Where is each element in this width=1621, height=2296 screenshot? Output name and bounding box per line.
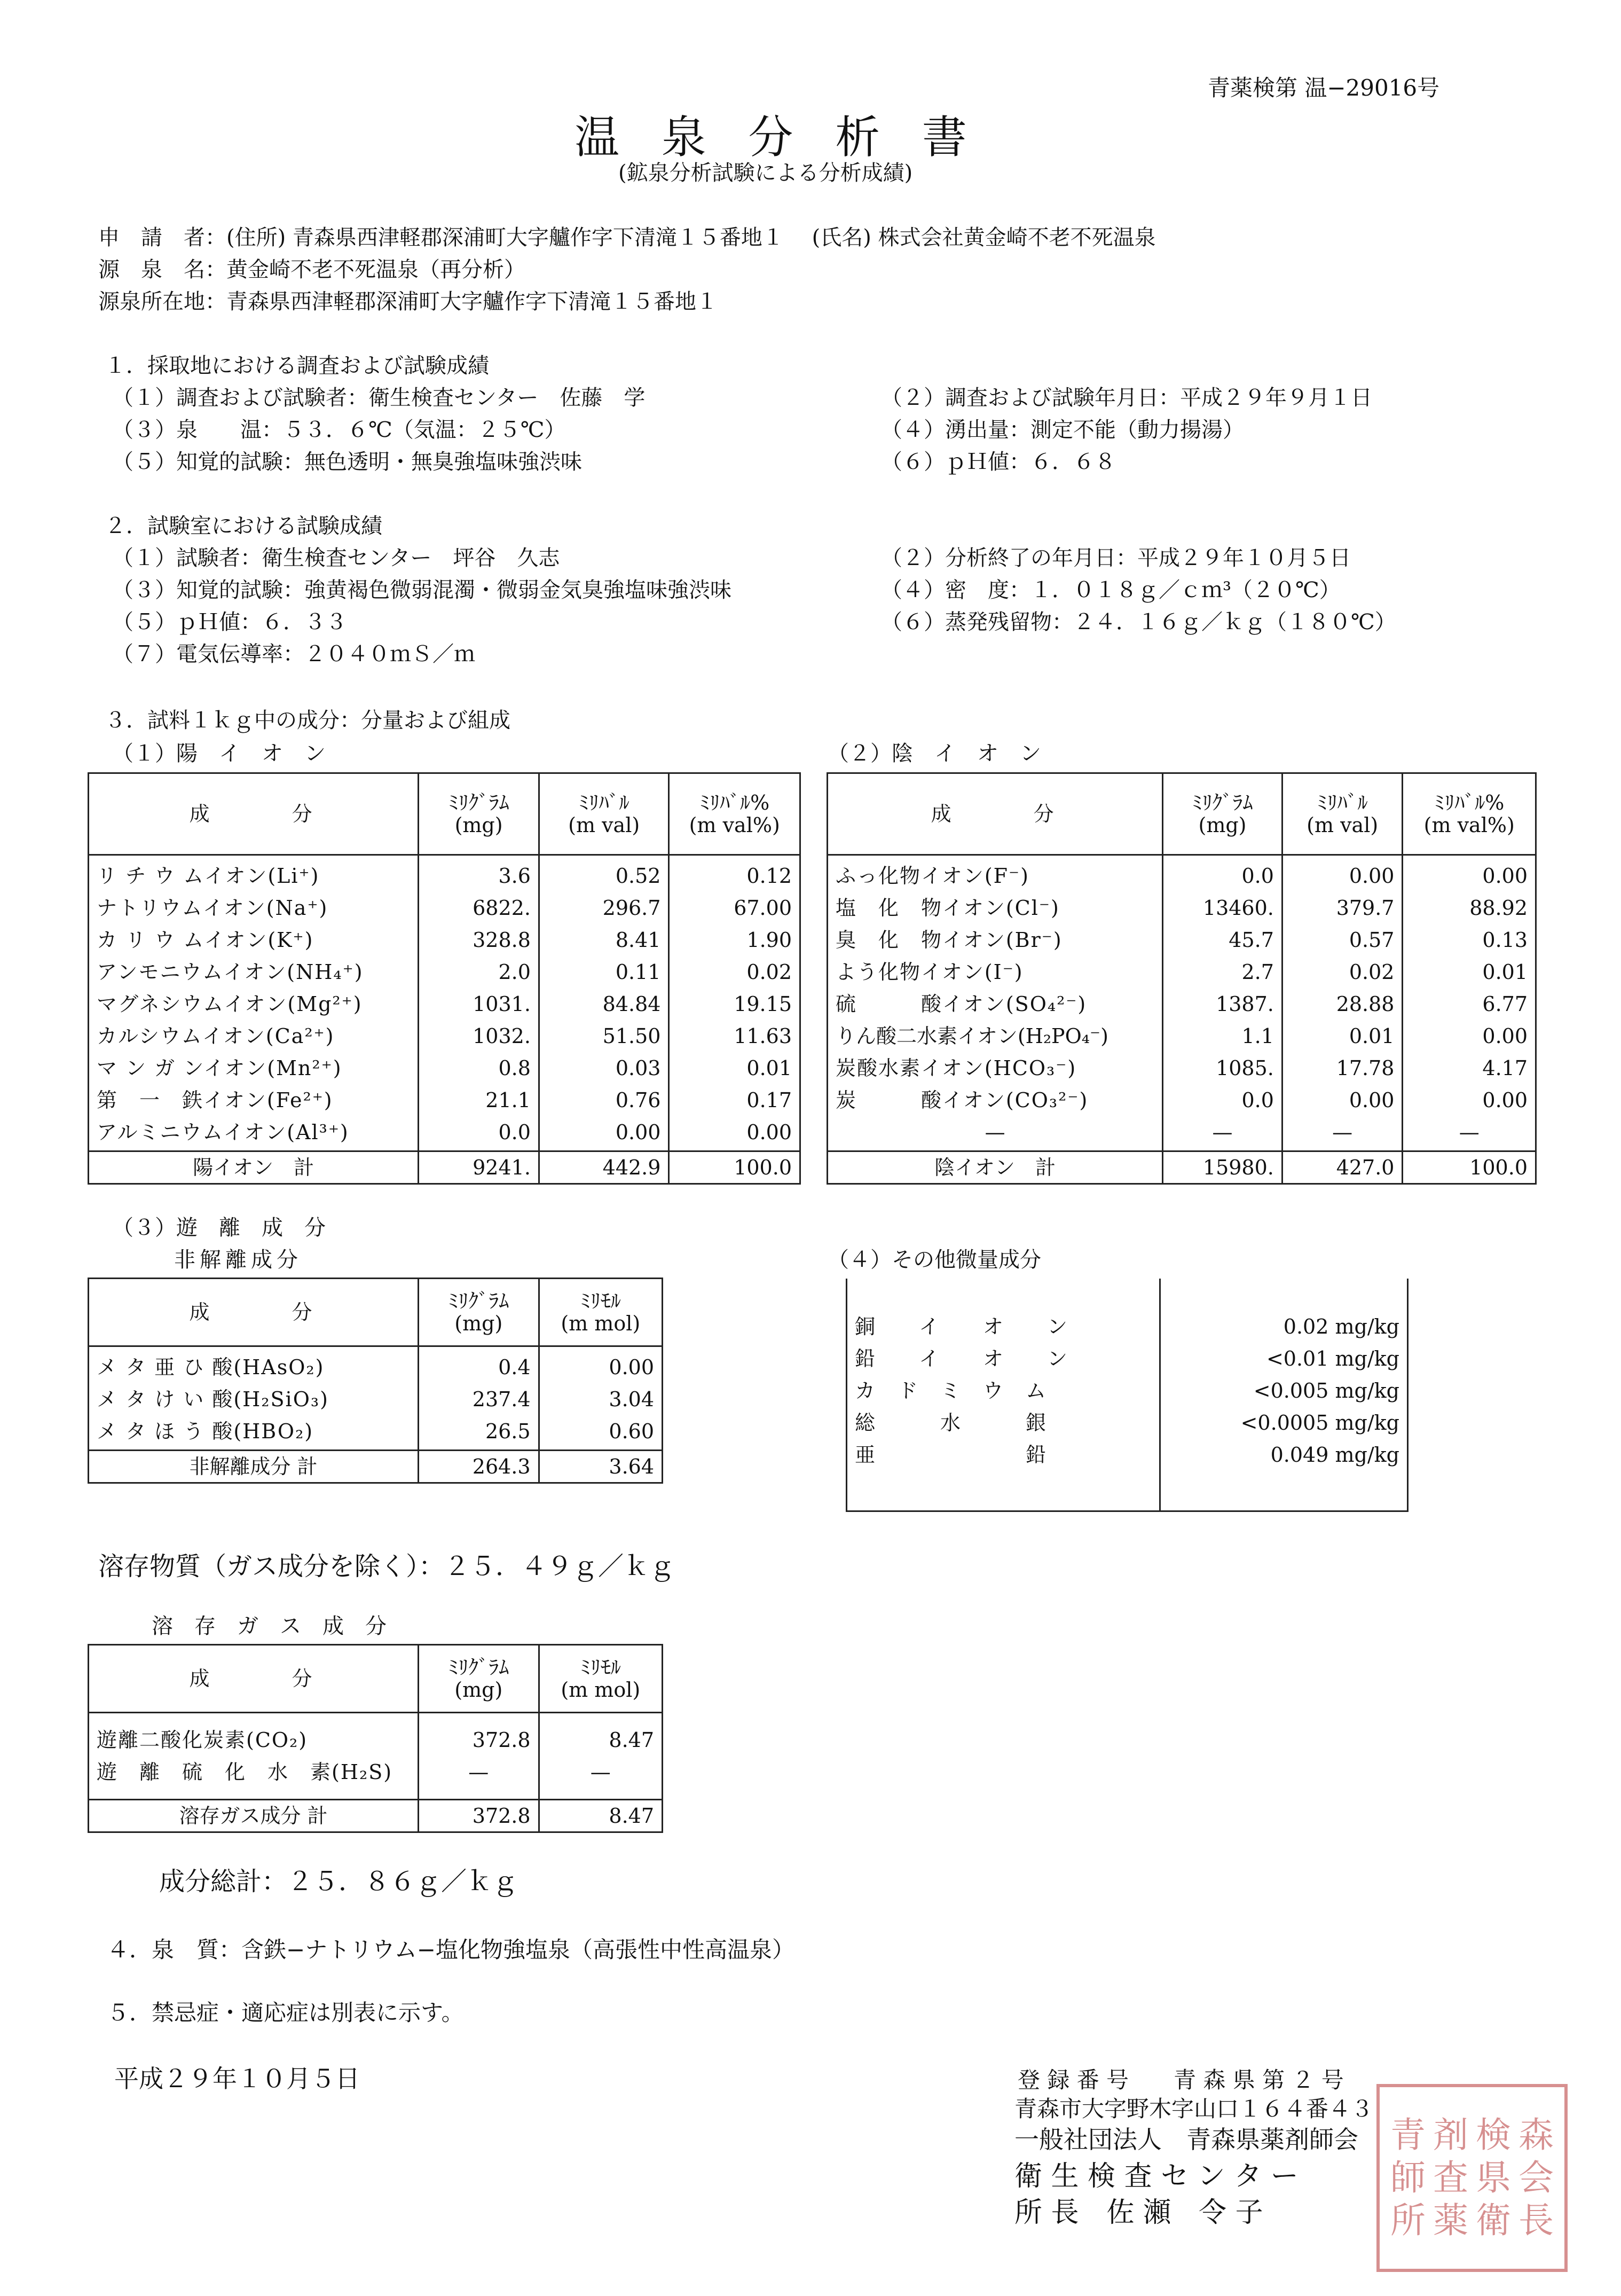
cell-name: りん酸二水素イオン(H₂PO₄⁻) bbox=[828, 1020, 1163, 1052]
cell-pct: 100.0 bbox=[1403, 1151, 1536, 1184]
table-row bbox=[847, 1343, 1408, 1375]
section3-heading: ３．試料１ｋｇ中の成分：分量および組成 bbox=[105, 708, 510, 733]
cell-pct: 67.00 bbox=[669, 892, 800, 924]
cell-mmol: 3.04 bbox=[539, 1383, 662, 1415]
section1-heading: １．採取地における調査および試験成績 bbox=[105, 354, 489, 378]
table-row bbox=[828, 855, 1536, 892]
cell-mg: 1032. bbox=[419, 1020, 539, 1052]
cell-mg: 264.3 bbox=[419, 1451, 539, 1483]
cell-pct: 0.00 bbox=[1403, 855, 1536, 892]
table-row bbox=[89, 924, 800, 956]
cell-mg: 0.0 bbox=[1163, 855, 1282, 892]
column-header bbox=[1163, 773, 1282, 855]
cell-mg: — bbox=[419, 1756, 539, 1800]
cell-pct: 0.00 bbox=[669, 1116, 800, 1151]
column-header bbox=[1403, 773, 1536, 855]
cell-mg: 372.8 bbox=[419, 1800, 539, 1832]
cell-mmol: 0.00 bbox=[539, 1346, 662, 1384]
total-row bbox=[828, 1151, 1536, 1184]
cell-name: 亜 鉛 bbox=[847, 1439, 1160, 1511]
trace-table bbox=[846, 1279, 1408, 1512]
column-header-unit: ﾐﾘﾊﾞﾙ bbox=[1317, 791, 1368, 814]
column-header-unit: (m val%) bbox=[1423, 813, 1515, 837]
official-seal bbox=[1376, 2084, 1568, 2272]
table-row bbox=[89, 1415, 663, 1451]
cell-mg: 237.4 bbox=[419, 1383, 539, 1415]
cell-mg: 0.4 bbox=[419, 1346, 539, 1384]
page-title: 温 泉 分 析 書 bbox=[575, 111, 981, 163]
cell-mmol: 8.47 bbox=[539, 1713, 662, 1757]
column-header-unit: ﾐﾘｸﾞﾗﾑ bbox=[1192, 791, 1253, 814]
column-header bbox=[669, 773, 800, 855]
cell-value: <0.01 mg/kg bbox=[1160, 1343, 1407, 1375]
cell-name: 非解離成分 計 bbox=[89, 1451, 419, 1483]
table-header-row bbox=[828, 773, 1536, 855]
table-row bbox=[828, 924, 1536, 956]
cell-mg: 2.0 bbox=[419, 956, 539, 988]
cell-mmol: 3.64 bbox=[539, 1451, 662, 1483]
cell-name: ナトリウムイオン(Na⁺) bbox=[89, 892, 419, 924]
cell-mmol: 8.47 bbox=[539, 1800, 662, 1832]
column-header-unit: (mg) bbox=[454, 813, 503, 837]
table-row bbox=[89, 1020, 800, 1052]
cell-name: マ ン ガ ンイオン(Mn²⁺) bbox=[89, 1052, 419, 1084]
column-header-unit: ﾐﾘﾊﾞﾙ% bbox=[699, 791, 770, 814]
cell-name: 銅 イ オ ン bbox=[847, 1279, 1160, 1343]
table-header-row bbox=[89, 1279, 663, 1346]
seal-char: 薬 bbox=[1433, 2200, 1468, 2241]
cell-mval: 442.9 bbox=[539, 1151, 669, 1184]
total-row bbox=[89, 1800, 663, 1832]
cell-name: 炭 酸イオン(CO₃²⁻) bbox=[828, 1084, 1163, 1116]
cell-name: メ タ け い 酸(H₂SiO₃) bbox=[89, 1383, 419, 1415]
total-row bbox=[89, 1151, 800, 1184]
cell-name: 硫 酸イオン(SO₄²⁻) bbox=[828, 988, 1163, 1020]
cell-value: <0.0005 mg/kg bbox=[1160, 1407, 1407, 1439]
section5-note: ５．禁忌症・適応症は別表に示す。 bbox=[107, 2000, 464, 2026]
cell-mg: 45.7 bbox=[1163, 924, 1282, 956]
cell-value: 0.049 mg/kg bbox=[1160, 1439, 1407, 1511]
cell-mval: 0.00 bbox=[1282, 1084, 1403, 1116]
cell-value: 0.02 mg/kg bbox=[1160, 1279, 1407, 1343]
cell-mval: 0.57 bbox=[1282, 924, 1403, 956]
table-header-row bbox=[89, 773, 800, 855]
column-header bbox=[419, 1279, 539, 1346]
cell-mval: 84.84 bbox=[539, 988, 669, 1020]
cell-mg: 1387. bbox=[1163, 988, 1282, 1020]
nondissociated-table bbox=[88, 1278, 663, 1484]
section2-item: （４）密 度：１．０１８ｇ／ｃｍ³（２０℃） bbox=[881, 578, 1341, 602]
section2-heading: ２．試験室における試験成績 bbox=[105, 514, 382, 538]
cell-pct: 11.63 bbox=[669, 1020, 800, 1052]
table-row bbox=[89, 1756, 663, 1800]
table-row bbox=[847, 1375, 1408, 1407]
column-header-unit: (m val%) bbox=[689, 813, 780, 837]
applicant-line: 申 請 者：(住所) 青森県西津軽郡深浦町大字艫作字下清滝１５番地１ (氏名) 株式会社黄金崎不老不死温泉 bbox=[98, 225, 1156, 250]
cell-name: カ リ ウ ムイオン(K⁺) bbox=[89, 924, 419, 956]
cell-mval: 0.00 bbox=[1282, 855, 1403, 892]
section2-item: （５）ｐＨ値：６．３３ bbox=[112, 610, 347, 634]
cation-table bbox=[88, 772, 801, 1185]
cell-mg: 26.5 bbox=[419, 1415, 539, 1451]
column-header bbox=[419, 773, 539, 855]
center-name: 衛 生 検 査 セ ン タ ー bbox=[1014, 2160, 1299, 2192]
cation-label: （１）陽 イ オ ン bbox=[112, 741, 326, 766]
cell-pct: 0.02 bbox=[669, 956, 800, 988]
cell-mg: 15980. bbox=[1163, 1151, 1282, 1184]
cell-mg: 372.8 bbox=[419, 1713, 539, 1757]
column-header-unit: ﾐﾘﾓﾙ bbox=[580, 1289, 621, 1313]
cell-mval: 0.02 bbox=[1282, 956, 1403, 988]
cell-name: マグネシウムイオン(Mg²⁺) bbox=[89, 988, 419, 1020]
column-header: 成 分 bbox=[89, 773, 419, 855]
page-subtitle: (鉱泉分析試験による分析成績) bbox=[618, 161, 913, 185]
seal-char: 衛 bbox=[1476, 2200, 1511, 2241]
section1-item: （６）ｐＨ値：６．６８ bbox=[881, 450, 1116, 474]
table-row bbox=[828, 1020, 1536, 1052]
org-name: 一般社団法人 青森県薬剤師会 bbox=[1014, 2125, 1358, 2154]
cell-name: アルミニウムイオン(Al³⁺) bbox=[89, 1116, 419, 1151]
column-header-unit: (mg) bbox=[1198, 813, 1247, 837]
cell-name: カ ド ミ ウ ム bbox=[847, 1375, 1160, 1407]
cell-mval: 51.50 bbox=[539, 1020, 669, 1052]
cell-name: 塩 化 物イオン(Cl⁻) bbox=[828, 892, 1163, 924]
source-location-line: 源泉所在地：青森県西津軽郡深浦町大字艫作字下清滝１５番地１ bbox=[98, 289, 718, 314]
column-header-unit: (m val) bbox=[1307, 813, 1379, 837]
column-header-unit: (mg) bbox=[454, 1312, 503, 1335]
cell-name: 第 一 鉄イオン(Fe²⁺) bbox=[89, 1084, 419, 1116]
cell-mval: 427.0 bbox=[1282, 1151, 1403, 1184]
table-row bbox=[89, 855, 800, 892]
seal-char: 査 bbox=[1433, 2157, 1468, 2198]
cell-pct: 0.13 bbox=[1403, 924, 1536, 956]
table-row bbox=[89, 892, 800, 924]
cell-mval: 379.7 bbox=[1282, 892, 1403, 924]
column-header: 成 分 bbox=[89, 1645, 419, 1713]
cell-pct: 0.12 bbox=[669, 855, 800, 892]
column-header bbox=[539, 773, 669, 855]
table-row bbox=[89, 1346, 663, 1384]
cell-name: よう化物イオン(I⁻) bbox=[828, 956, 1163, 988]
column-header-unit: ﾐﾘﾊﾞﾙ% bbox=[1434, 791, 1505, 814]
column-header-unit: ﾐﾘﾊﾞﾙ bbox=[578, 791, 629, 814]
anion-table bbox=[827, 772, 1537, 1185]
table-row bbox=[828, 1084, 1536, 1116]
document-number: 青薬検第 温−29016号 bbox=[1208, 75, 1440, 101]
section2-item: （２）分析終了の年月日：平成２９年１０月５日 bbox=[881, 546, 1351, 570]
column-header bbox=[1282, 773, 1403, 855]
cell-mmol: — bbox=[539, 1756, 662, 1800]
cell-name: 遊 離 硫 化 水 素(H₂S) bbox=[89, 1756, 419, 1800]
table-row bbox=[89, 1116, 800, 1151]
cell-mval: 0.76 bbox=[539, 1084, 669, 1116]
cell-mval: 0.01 bbox=[1282, 1020, 1403, 1052]
table-row bbox=[89, 956, 800, 988]
cell-mg: 0.8 bbox=[419, 1052, 539, 1084]
table-row bbox=[828, 892, 1536, 924]
column-header bbox=[539, 1279, 662, 1346]
cell-name: 陰イオン 計 bbox=[828, 1151, 1163, 1184]
cell-name: — bbox=[828, 1116, 1163, 1151]
section1-item: （５）知覚的試験：無色透明・無臭強塩味強渋味 bbox=[112, 450, 582, 474]
cell-name: メ タ 亜 ひ 酸(HAsO₂) bbox=[89, 1346, 419, 1384]
cell-name: 溶存ガス成分 計 bbox=[89, 1800, 419, 1832]
cell-pct: 0.00 bbox=[1403, 1084, 1536, 1116]
seal-char: 県 bbox=[1476, 2157, 1511, 2198]
registration-number: 登 録 番 号 青 森 県 第 ２ 号 bbox=[1018, 2067, 1344, 2093]
column-header-unit: ﾐﾘｸﾞﾗﾑ bbox=[448, 1289, 509, 1313]
table-row bbox=[89, 1052, 800, 1084]
cell-mg: 9241. bbox=[419, 1151, 539, 1184]
cell-name: 遊離二酸化炭素(CO₂) bbox=[89, 1713, 419, 1757]
cell-pct: 0.01 bbox=[1403, 956, 1536, 988]
cell-mmol: 0.60 bbox=[539, 1415, 662, 1451]
cell-name: ふっ化物イオン(F⁻) bbox=[828, 855, 1163, 892]
cell-mg: 0.0 bbox=[419, 1116, 539, 1151]
column-header bbox=[419, 1645, 539, 1713]
cell-name: リ チ ウ ムイオン(Li⁺) bbox=[89, 855, 419, 892]
section2-item: （３）知覚的試験：強黄褐色微弱混濁・微弱金気臭強塩味強渋味 bbox=[112, 578, 731, 602]
free-components-label: （３）遊 離 成 分 bbox=[112, 1216, 326, 1240]
cell-mval: 0.00 bbox=[539, 1116, 669, 1151]
table-row bbox=[828, 1052, 1536, 1084]
org-address: 青森市大字野木字山口１６４番４３ bbox=[1014, 2096, 1374, 2122]
cell-name: 陽イオン 計 bbox=[89, 1151, 419, 1184]
table-header-row bbox=[89, 1645, 663, 1713]
cell-pct: 88.92 bbox=[1403, 892, 1536, 924]
cell-mg: 3.6 bbox=[419, 855, 539, 892]
table-row bbox=[89, 988, 800, 1020]
seal-char: 剤 bbox=[1433, 2114, 1468, 2156]
table-row bbox=[89, 1713, 663, 1757]
seal-char: 検 bbox=[1476, 2114, 1511, 2156]
cell-mg: 0.0 bbox=[1163, 1084, 1282, 1116]
section4-spring-quality: ４．泉 質：含鉄−ナトリウム−塩化物強塩泉（高張性中性高温泉） bbox=[107, 1937, 794, 1963]
gas-label: 溶 存 ガ ス 成 分 bbox=[152, 1614, 387, 1639]
section1-item: （３）泉 温：５３．６℃（気温：２５℃） bbox=[112, 418, 566, 442]
cell-pct: 100.0 bbox=[669, 1151, 800, 1184]
section2-item: （６）蒸発残留物：２４．１６ｇ／ｋｇ（１８０℃） bbox=[881, 610, 1396, 634]
cell-mg: 6822. bbox=[419, 892, 539, 924]
cell-pct: — bbox=[1403, 1116, 1536, 1151]
cell-name: 炭酸水素イオン(HCO₃⁻) bbox=[828, 1052, 1163, 1084]
trace-label: （４）その他微量成分 bbox=[828, 1248, 1041, 1272]
director-name: 所 長 佐 瀬 令 子 bbox=[1014, 2197, 1263, 2229]
seal-char: 会 bbox=[1518, 2157, 1554, 2198]
section1-item: （２）調査および試験年月日：平成２９年９月１日 bbox=[881, 386, 1372, 410]
anion-label: （２）陰 イ オ ン bbox=[828, 741, 1041, 766]
column-header: 成 分 bbox=[828, 773, 1163, 855]
total-row bbox=[89, 1451, 663, 1483]
table-row bbox=[847, 1407, 1408, 1439]
gas-table bbox=[88, 1644, 663, 1833]
cell-name: 総 水 銀 bbox=[847, 1407, 1160, 1439]
cell-pct: 1.90 bbox=[669, 924, 800, 956]
cell-value: <0.005 mg/kg bbox=[1160, 1375, 1407, 1407]
cell-mg: 1031. bbox=[419, 988, 539, 1020]
cell-mg: 13460. bbox=[1163, 892, 1282, 924]
table-row bbox=[828, 956, 1536, 988]
cell-name: 臭 化 物イオン(Br⁻) bbox=[828, 924, 1163, 956]
issue-date: 平成２９年１０月５日 bbox=[114, 2064, 360, 2093]
column-header-unit: (mg) bbox=[454, 1678, 503, 1702]
cell-mg: 21.1 bbox=[419, 1084, 539, 1116]
table-row bbox=[847, 1439, 1408, 1511]
cell-mg: 2.7 bbox=[1163, 956, 1282, 988]
cell-mval: 17.78 bbox=[1282, 1052, 1403, 1084]
table-row bbox=[847, 1279, 1408, 1343]
seal-char: 青 bbox=[1390, 2114, 1426, 2156]
cell-mval: 0.03 bbox=[539, 1052, 669, 1084]
column-header: 成 分 bbox=[89, 1279, 419, 1346]
section2-item: （１）試験者：衛生検査センター 坪谷 久志 bbox=[112, 546, 560, 570]
source-name-line: 源 泉 名：黄金崎不老不死温泉（再分析） bbox=[98, 257, 525, 282]
seal-char: 所 bbox=[1390, 2200, 1426, 2241]
cell-mval: 28.88 bbox=[1282, 988, 1403, 1020]
cell-mval: 0.52 bbox=[539, 855, 669, 892]
cell-mval: 0.11 bbox=[539, 956, 669, 988]
column-header-unit: ﾐﾘﾓﾙ bbox=[580, 1656, 621, 1679]
cell-pct: 0.01 bbox=[669, 1052, 800, 1084]
cell-mval: 8.41 bbox=[539, 924, 669, 956]
table-row bbox=[828, 1116, 1536, 1151]
nondissociated-label: 非解離成分 bbox=[174, 1248, 302, 1272]
section1-item: （１）調査および試験者：衛生検査センター 佐藤 学 bbox=[112, 386, 646, 410]
table-row bbox=[89, 1383, 663, 1415]
table-row bbox=[89, 1084, 800, 1116]
cell-mg: 328.8 bbox=[419, 924, 539, 956]
dissolved-solids: 溶存物質（ガス成分を除く）：２５．４９ｇ／ｋｇ bbox=[98, 1551, 675, 1581]
cell-pct: 6.77 bbox=[1403, 988, 1536, 1020]
seal-char: 長 bbox=[1518, 2200, 1554, 2241]
cell-mval: 296.7 bbox=[539, 892, 669, 924]
table-row bbox=[828, 988, 1536, 1020]
column-header-unit: (m val) bbox=[568, 813, 640, 837]
column-header bbox=[539, 1645, 662, 1713]
cell-pct: 0.17 bbox=[669, 1084, 800, 1116]
cell-name: アンモニウムイオン(NH₄⁺) bbox=[89, 956, 419, 988]
cell-name: カルシウムイオン(Ca²⁺) bbox=[89, 1020, 419, 1052]
section2-item: （７）電気伝導率：２０４０ｍＳ／ｍ bbox=[112, 642, 475, 667]
cell-mg: 1.1 bbox=[1163, 1020, 1282, 1052]
cell-name: メ タ ほ う 酸(HBO₂) bbox=[89, 1415, 419, 1451]
section1-item: （４）湧出量：測定不能（動力揚湯） bbox=[881, 418, 1244, 442]
seal-char: 師 bbox=[1390, 2157, 1426, 2198]
total-components: 成分総計：２５．８６ｇ／ｋｇ bbox=[159, 1867, 518, 1897]
cell-pct: 4.17 bbox=[1403, 1052, 1536, 1084]
cell-pct: 19.15 bbox=[669, 988, 800, 1020]
column-header-unit: (m mol) bbox=[561, 1312, 641, 1335]
cell-mval: — bbox=[1282, 1116, 1403, 1151]
cell-pct: 0.00 bbox=[1403, 1020, 1536, 1052]
cell-mg: — bbox=[1163, 1116, 1282, 1151]
cell-name: 鉛 イ オ ン bbox=[847, 1343, 1160, 1375]
column-header-unit: ﾐﾘｸﾞﾗﾑ bbox=[448, 1656, 509, 1679]
cell-mg: 1085. bbox=[1163, 1052, 1282, 1084]
seal-char: 森 bbox=[1518, 2114, 1554, 2156]
column-header-unit: ﾐﾘｸﾞﾗﾑ bbox=[448, 791, 509, 814]
column-header-unit: (m mol) bbox=[561, 1678, 641, 1702]
